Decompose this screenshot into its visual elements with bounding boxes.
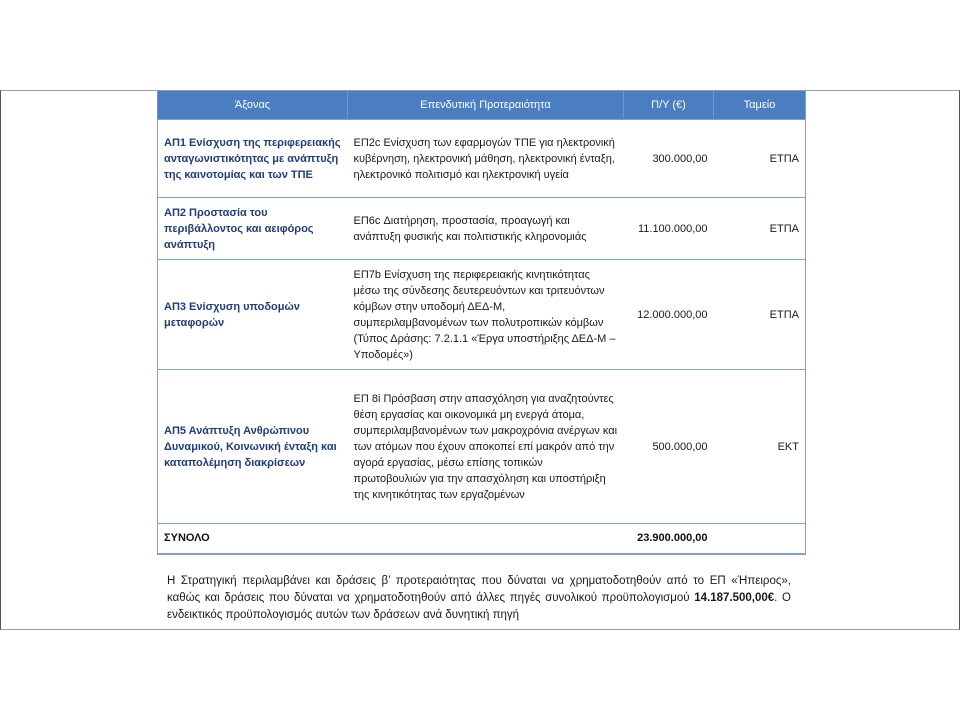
fund-cell: ΕΤΠΑ xyxy=(714,260,806,370)
fund-cell: ΕΤΠΑ xyxy=(714,198,806,260)
budget-table xyxy=(157,91,806,555)
table-header-row xyxy=(158,91,806,120)
paragraph-text-continued: . Ο ενδεικτικός προϋπολογισμός αυτών των δράσεων ανά δυνητική πηγή xyxy=(167,592,791,621)
header-axis: Άξονας xyxy=(158,91,348,120)
priority-cell: ΕΠ6c Διατήρηση, προστασία, προαγωγή και ανάπτυξη φυσικής και πολιτιστικής κληρονομιάς xyxy=(348,198,624,260)
total-amount: 23.900.000,00 xyxy=(624,524,714,554)
table-row xyxy=(158,120,806,198)
total-empty-cell xyxy=(348,524,624,554)
axis-cell: ΑΠ3 Ενίσχυση υποδομών μεταφορών xyxy=(158,260,348,370)
priority-cell: ΕΠ7b Ενίσχυση της περιφερειακής κινητικότητας μέσω της σύνδεσης δευτερευόντων και τριτευόντων κόμβων στην υποδομή ΔΕΔ-Μ, συμπεριλαμβανομένων των πολυτροπικών κόμβων (Τύπος Δράσης: 7.2.1.1 «Έργα υποστήριξης ΔΕΔ-Μ – Υποδομές») xyxy=(348,260,624,370)
amount-cell: 500.000,00 xyxy=(624,370,714,524)
fund-cell: ΕΤΠΑ xyxy=(714,120,806,198)
priority-cell: ΕΠ 8i Πρόσβαση στην απασχόληση για αναζητούντες θέση εργασίας και οικονομικά μη ενεργά άτομα, συμπεριλαμβανομένων των μακροχρόνια ανέργων και των ατόμων που έχουν αποκοπεί επί μακρόν από την αγορά εργασίας, μέσω επίσης τοπικών πρωτοβουλιών για την απασχόληση και υποστήριξη της κινητικότητας των εργαζομένων xyxy=(348,370,624,524)
amount-cell: 300.000,00 xyxy=(624,120,714,198)
amount-cell: 11.100.000,00 xyxy=(624,198,714,260)
fund-cell: ΕΚΤ xyxy=(714,370,806,524)
axis-cell: ΑΠ2 Προστασία του περιβάλλοντος και αειφόρος ανάπτυξη xyxy=(158,198,348,260)
header-fund: Ταμείο xyxy=(714,91,806,120)
header-priority: Επενδυτική Προτεραιότητα xyxy=(348,91,624,120)
priority-cell: ΕΠ2c Ενίσχυση των εφαρμογών ΤΠΕ για ηλεκτρονική κυβέρνηση, ηλεκτρονική μάθηση, ηλεκτρονική ένταξη, ηλεκτρονικό πολιτισμό και ηλεκτρονική υγεία xyxy=(348,120,624,198)
total-row xyxy=(158,524,806,554)
amount-cell: 12.000.000,00 xyxy=(624,260,714,370)
total-fund-empty xyxy=(714,524,806,554)
body-paragraph xyxy=(167,573,791,624)
table-row xyxy=(158,198,806,260)
axis-cell: ΑΠ1 Ενίσχυση της περιφερειακής ανταγωνιστικότητας με ανάπτυξη της καινοτομίας και των ΤΠΕ xyxy=(158,120,348,198)
header-budget: Π/Υ (€) xyxy=(624,91,714,120)
table-row xyxy=(158,260,806,370)
document-page xyxy=(0,90,960,630)
total-label: ΣΥΝΟΛΟ xyxy=(158,524,348,554)
paragraph-text: Η Στρατηγική περιλαμβάνει και δράσεις β’ προτεραιότητας που δύναται να χρηματοδοτηθούν από το ΕΠ «Ήπειρος», καθώς και δράσεις που δύναται να χρηματοδοτηθούν από άλλες πηγές συνολικού προϋπολογισμού xyxy=(167,575,791,604)
table-row xyxy=(158,370,806,524)
paragraph-amount: 14.187.500,00€ xyxy=(694,592,775,604)
axis-cell: ΑΠ5 Ανάπτυξη Ανθρώπινου Δυναμικού, Κοινωνική ένταξη και καταπολέμηση διακρίσεων xyxy=(158,370,348,524)
